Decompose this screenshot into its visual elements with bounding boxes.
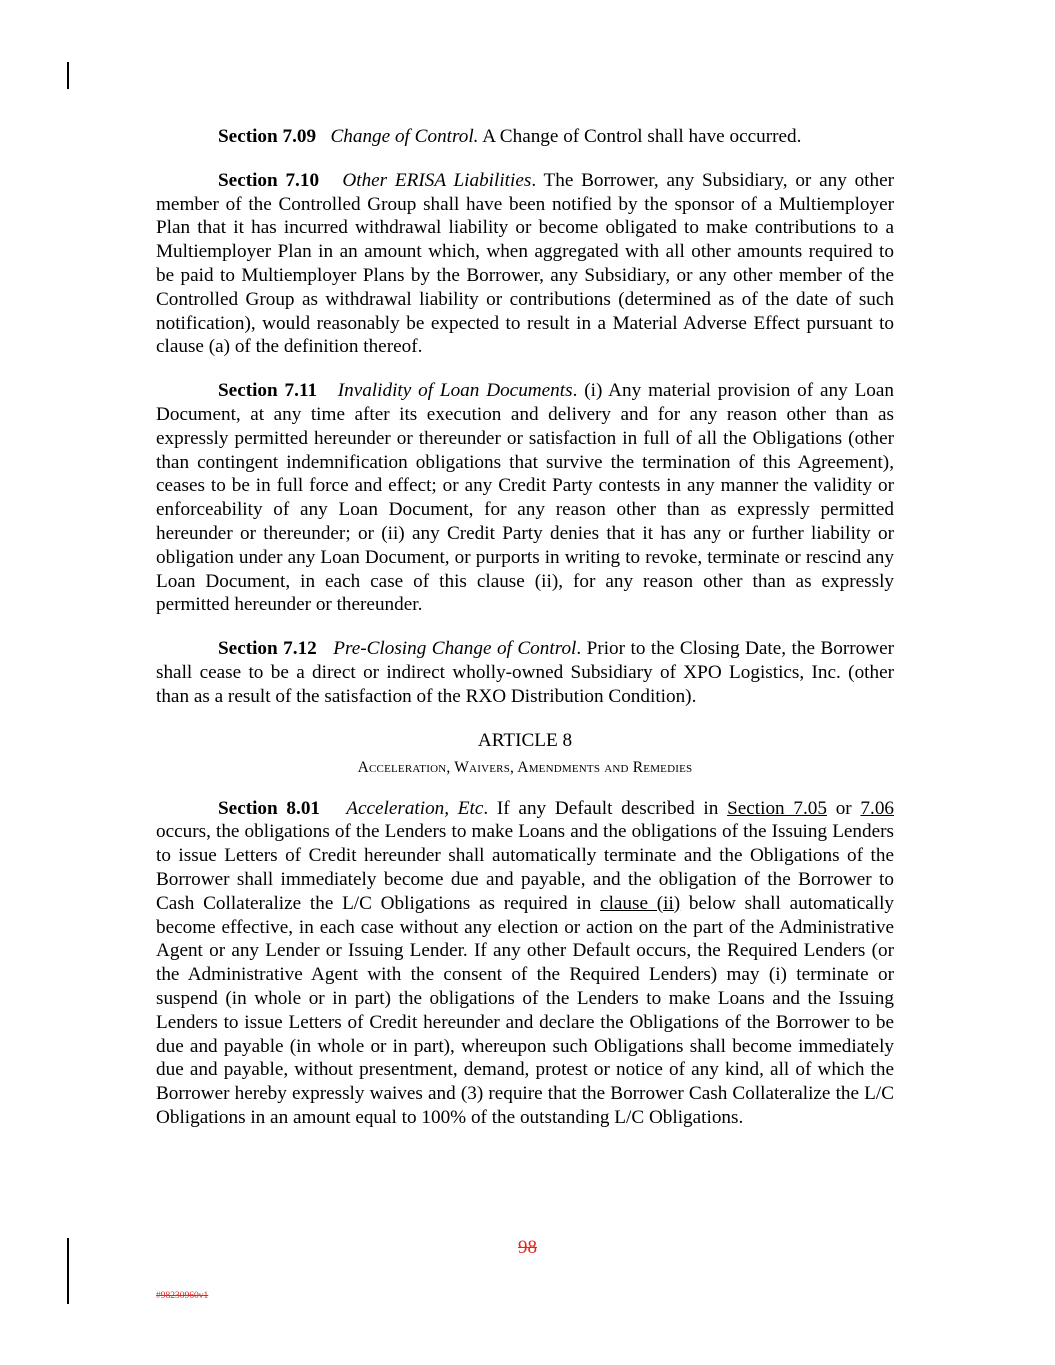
section-body-part: below shall automatically become effective, in each case without any election or action on the part of the Administrative Agent or any Lender or Issuing Lender. If any other Default occurs, the Required Lenders (or the Administrative Agent with the consent of the Required Lenders) may (i) terminate or suspend (in whole or in part) the obligations of the Lenders to make Loans and the Issuing Lenders to issue Letters of Credit hereunder and declare the Obligations of the Borrower to be due and payable (in whole or in part), whereupon such Obligations shall become immediately due and payable, without presentment, demand, protest or notice of any kind, all of which the Borrower hereby expressly waives and (3) require that the Borrower Cash Collateralize the L/C Obligations in an amount equal to 100% of the outstanding L/C Obligations. — [156, 892, 894, 1128]
section-body-part: . If any Default described in — [483, 797, 728, 819]
change-bar-top — [67, 62, 69, 89]
section-7-09 — [156, 125, 894, 149]
section-body: A Change of Control shall have occurred. — [478, 126, 802, 147]
article-subtitle: Acceleration, Waivers, Amendments and Remedies — [357, 758, 693, 776]
section-body-part: or — [826, 797, 861, 819]
section-number: Section 7.11 — [218, 380, 318, 402]
section-body: . The Borrower, any Subsidiary, or any other member of the Controlled Group shall have been notified by the sponsor of a Multiemployer Plan that it has incurred withdrawal liability or become obligated to make contributions to a Multiemployer Plan in an amount which, when aggregated with all other amounts required to be paid to Multiemployer Plans by the Borrower, any Subsidiary, or any other member of the Controlled Group as withdrawal liability or contributions (determined as of the date of such notification), would reasonably be expected to result in a Material Adverse Effect pursuant to clause (a) of the definition thereof. — [156, 169, 894, 358]
section-title: Invalidity of Loan Documents — [337, 380, 573, 402]
document-id: #98230960v1 — [156, 1291, 209, 1301]
section-title: Other ERISA Liabilities — [342, 169, 532, 191]
section-number: Section 7.09 — [218, 126, 317, 147]
section-7-11 — [156, 379, 894, 617]
document-body — [156, 125, 894, 1150]
section-title: Pre-Closing Change of Control — [333, 638, 577, 660]
section-number: Section 7.10 — [218, 169, 320, 191]
section-body: . Prior to the Closing Date, the Borrower shall cease to be a direct or indirect wholly-owned Subsidiary of XPO Logistics, Inc. (other than as a result of the satisfaction of the RXO Distribution Condition). — [156, 638, 894, 707]
cross-reference-link[interactable]: clause (ii) — [600, 892, 681, 914]
page-number: 98 — [518, 1237, 537, 1258]
cross-reference-link[interactable]: Section 7.05 — [727, 797, 827, 819]
section-body: . (i) Any material provision of any Loan Document, at any time after its execution and delivery and for any reason other than as expressly permitted hereunder or thereunder or satisfaction in full of all the Obligations (other than contingent indemnification obligations that survive the termination of this Agreement), ceases to be in full force and effect; or any Credit Party contests in any manner the validity or enforceability of any Loan Document, for any reason other than as expressly permitted hereunder or thereunder; or (ii) any Credit Party denies that it has any or further liability or obligation under any Loan Document, or purports in writing to revoke, terminate or rescind any Loan Document, in each case of this clause (ii), for any reason other than as expressly permitted hereunder or thereunder. — [156, 380, 895, 616]
article-heading: ARTICLE 8 — [477, 729, 573, 751]
section-number: Section 8.01 — [218, 797, 321, 819]
cross-reference-link[interactable]: 7.06 — [860, 797, 894, 819]
section-title: Acceleration, Etc — [346, 797, 484, 819]
section-body-part: occurs, the obligations of the Lenders to make Loans and the obligations of the Issuing Lenders to issue Letters of Credit hereunder shall automatically terminate and the Obligations of the Borrower shall immediately become due and payable, and the obligation of the Borrower to Cash Collateralize the L/C Obligations as required in — [156, 821, 894, 914]
section-7-10 — [156, 169, 894, 359]
section-7-12 — [156, 637, 894, 708]
section-title: Change of Control. — [330, 126, 479, 147]
section-number: Section 7.12 — [218, 638, 317, 660]
section-8-01 — [156, 797, 894, 1130]
